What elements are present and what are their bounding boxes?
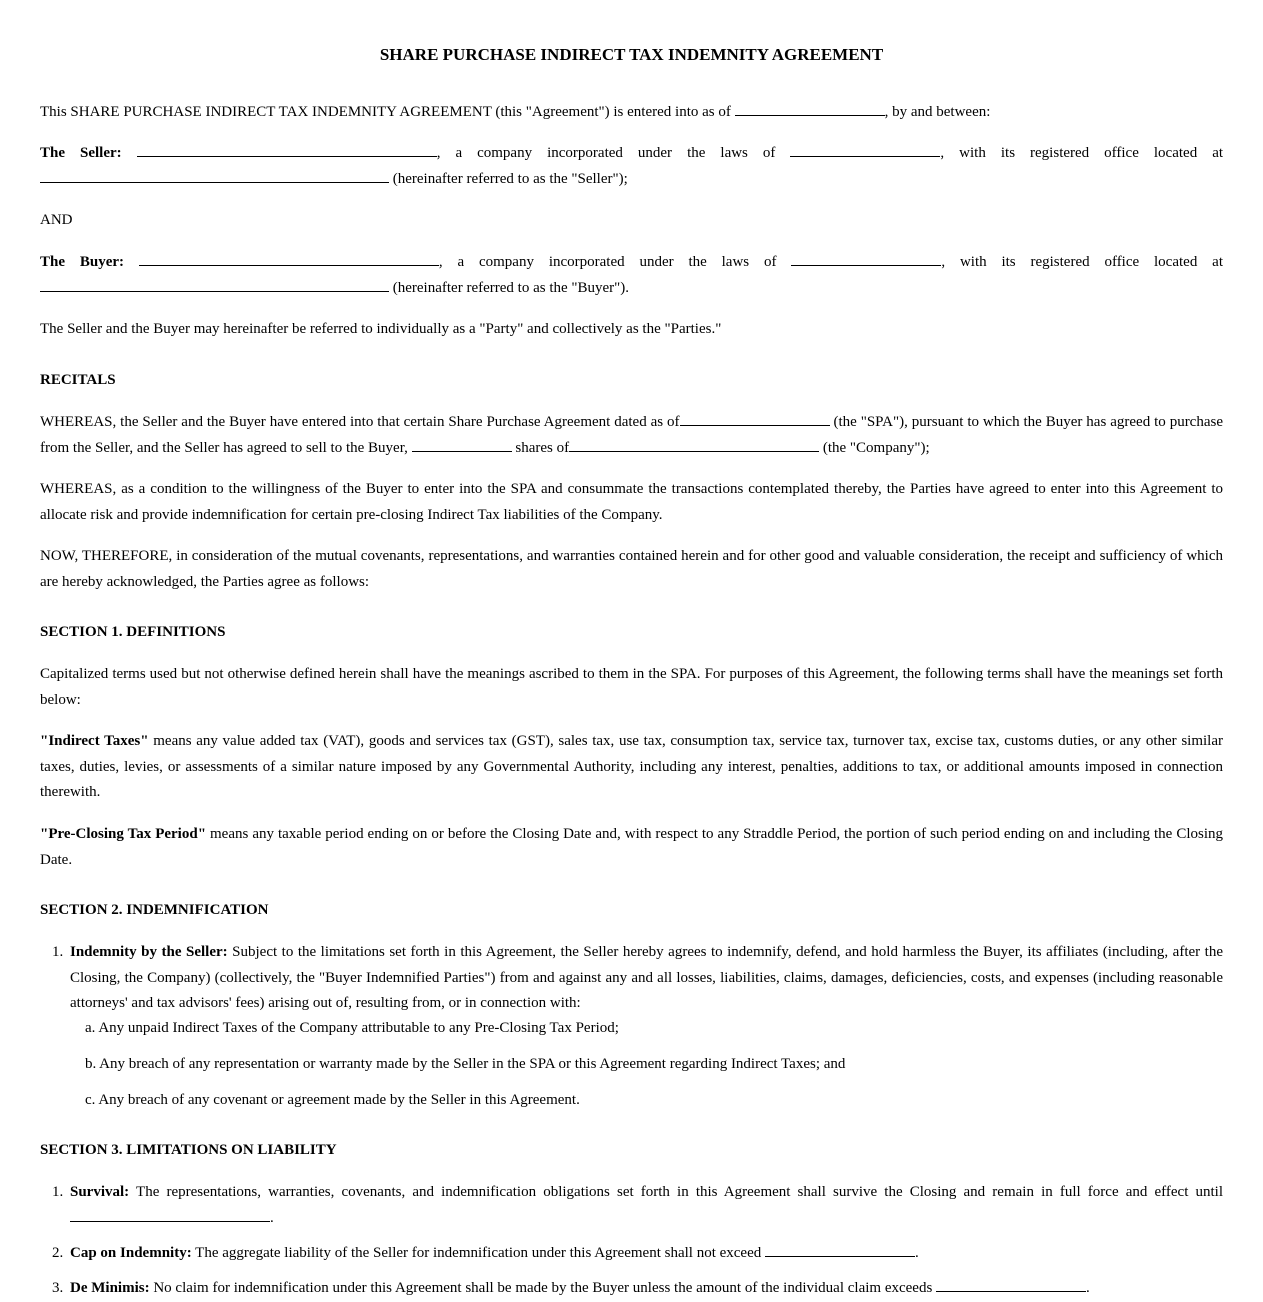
recitals-heading-wrap — [40, 368, 1223, 394]
seller-address-blank[interactable] — [40, 168, 389, 183]
buyer-label: The Buyer: — [40, 254, 125, 270]
parties-paragraph: The Seller and the Buyer may hereinafter be referred to individually as a "Party" and collectively as the "Parties." — [40, 321, 722, 337]
item-title: De Minimis: — [70, 1280, 150, 1296]
recital-1 — [40, 410, 1223, 461]
list-number: 2. — [52, 1245, 64, 1261]
item-text: The representations, warranties, covenants, and indemnification obligations set forth in this Agreement shall survive the Closing and remain in full force and effect until — [129, 1184, 1223, 1200]
buyer-address-blank[interactable] — [40, 277, 389, 292]
section-1-heading-wrap — [40, 620, 1223, 646]
sub-item-c: c. Any breach of any covenant or agreement made by the Seller in this Agreement. — [85, 1092, 580, 1108]
indemnity-by-seller-item — [70, 940, 1223, 1017]
section-2-heading: SECTION 2. INDEMNIFICATION — [40, 902, 269, 918]
buyer-jurisdiction-blank[interactable] — [791, 251, 941, 266]
seller-paragraph-line2 — [40, 167, 1223, 193]
recital-1-text-b: (the "SPA"), pursuant to which the Buyer has agreed to purchase from the Seller, and the Seller has agreed to sell to the Buyer, — [40, 414, 1223, 456]
buyer-paragraph-line2 — [40, 276, 1223, 302]
period: . — [1086, 1280, 1090, 1296]
item-title: Cap on Indemnity: — [70, 1245, 192, 1261]
seller-text-2: , with its registered office located at — [940, 145, 1224, 161]
buyer-name-blank[interactable] — [139, 251, 439, 266]
item-text: No claim for indemnification under this Agreement shall be made by the Buyer unless the amount of the individual claim exceeds — [149, 1280, 933, 1296]
document-title: SHARE PURCHASE INDIRECT TAX INDEMNITY AGREEMENT — [379, 45, 884, 64]
sub-item-a: a. Any unpaid Indirect Taxes of the Company attributable to any Pre-Closing Tax Period; — [85, 1020, 619, 1036]
spa-date-blank[interactable] — [680, 411, 830, 426]
definition-text: means any taxable period ending on or before the Closing Date and, with respect to any Straddle Period, the portion of such period ending on and including the Closing Date. — [40, 826, 1223, 868]
section-1-heading: SECTION 1. DEFINITIONS — [40, 624, 226, 640]
definition-term: "Pre-Closing Tax Period" — [40, 826, 207, 842]
seller-label: The Seller: — [40, 145, 122, 161]
seller-paragraph-line1 — [40, 141, 1223, 167]
section-2-heading-wrap — [40, 898, 1223, 924]
definition-term: "Indirect Taxes" — [40, 733, 149, 749]
list-number: 3. — [52, 1280, 64, 1296]
recital-1-text-d: (the "Company"); — [822, 439, 930, 456]
recital-2: WHEREAS, as a condition to the willingness of the Buyer to enter into the SPA and consummate the transactions contemplated thereby, the Parties have agreed to enter into this Agreement to allocate risk and provide indemnification for certain pre-closing Indirect Tax liabilities of the Company. — [40, 481, 1223, 523]
cap-on-indemnity-item — [70, 1241, 1223, 1267]
company-name-blank[interactable] — [569, 437, 819, 452]
definition-pre-closing-tax-period — [40, 822, 1223, 873]
cap-amount-blank[interactable] — [765, 1242, 915, 1257]
item-text: The aggregate liability of the Seller for indemnification under this Agreement shall not exceed — [191, 1245, 762, 1261]
de-minimis-amount-blank[interactable] — [936, 1277, 1086, 1292]
survival-period-blank[interactable] — [70, 1207, 270, 1222]
buyer-text-3: (hereinafter referred to as the "Buyer"). — [392, 280, 630, 296]
seller-text-3: (hereinafter referred to as the "Seller"); — [392, 171, 628, 187]
item-title: Survival: — [70, 1184, 130, 1200]
intro-text: This SHARE PURCHASE INDIRECT TAX INDEMNITY AGREEMENT (this "Agreement") is entered into as of — [40, 104, 731, 120]
recital-3: NOW, THEREFORE, in consideration of the mutual covenants, representations, and warranties contained herein and for other good and valuable consideration, the receipt and sufficiency of which are hereby acknowledged, the Parties agree as follows: — [40, 548, 1223, 590]
buyer-text-2: , with its registered office located at — [941, 254, 1224, 270]
period: . — [270, 1209, 274, 1226]
survival-item — [70, 1180, 1223, 1231]
recital-1-text-a: WHEREAS, the Seller and the Buyer have entered into that certain Share Purchase Agreement dated as of — [40, 414, 680, 430]
section-1-intro: Capitalized terms used but not otherwise defined herein shall have the meanings ascribed to them in the SPA. For purposes of this Agreement, the following terms shall have the meanings set forth below: — [40, 666, 1223, 708]
period: . — [915, 1245, 919, 1261]
intro-paragraph — [40, 100, 1223, 126]
definition-text: means any value added tax (VAT), goods and services tax (GST), sales tax, use tax, consumption tax, service tax, turnover tax, excise tax, customs duties, or any other similar taxes, duties, levies, or assessments of a similar nature imposed by any Governmental Authority, including any interest, penalties, additions to tax, or additional amounts imposed in connection therewith. — [40, 733, 1224, 800]
list-number: 1. — [52, 944, 64, 960]
definition-indirect-taxes — [40, 729, 1223, 806]
intro-text-end: , by and between: — [884, 104, 991, 120]
buyer-text-1: , a company incorporated under the laws of — [438, 254, 777, 270]
buyer-paragraph-line1 — [40, 250, 1223, 276]
de-minimis-item — [70, 1276, 1223, 1302]
list-number: 1. — [52, 1184, 64, 1200]
and-text: AND — [40, 212, 73, 228]
seller-text-1: , a company incorporated under the laws of — [436, 145, 776, 161]
date-blank[interactable] — [735, 101, 885, 116]
section-3-heading-wrap — [40, 1138, 1223, 1164]
recitals-heading: RECITALS — [40, 372, 116, 388]
seller-name-blank[interactable] — [137, 142, 437, 157]
seller-jurisdiction-blank[interactable] — [790, 142, 940, 157]
item-title: Indemnity by the Seller: — [70, 944, 228, 960]
item-text: Subject to the limitations set forth in this Agreement, the Seller hereby agrees to indemnify, defend, and hold harmless the Buyer, its affiliates (including, after the Closing, the Company) (collectively, the "Buyer Indemnified Parties") from and against any and all losses, liabilities, claims, damages, deficiencies, costs, and expenses (including reasonable attorneys' and tax advisors' fees) arising out of, resulting from, or in connection with: — [70, 944, 1223, 1011]
shares-count-blank[interactable] — [412, 437, 512, 452]
recital-1-text-c: shares of — [515, 439, 570, 456]
section-3-heading: SECTION 3. LIMITATIONS ON LIABILITY — [40, 1142, 337, 1158]
sub-item-b: b. Any breach of any representation or warranty made by the Seller in the SPA or this Agreement regarding Indirect Taxes; and — [85, 1056, 846, 1072]
